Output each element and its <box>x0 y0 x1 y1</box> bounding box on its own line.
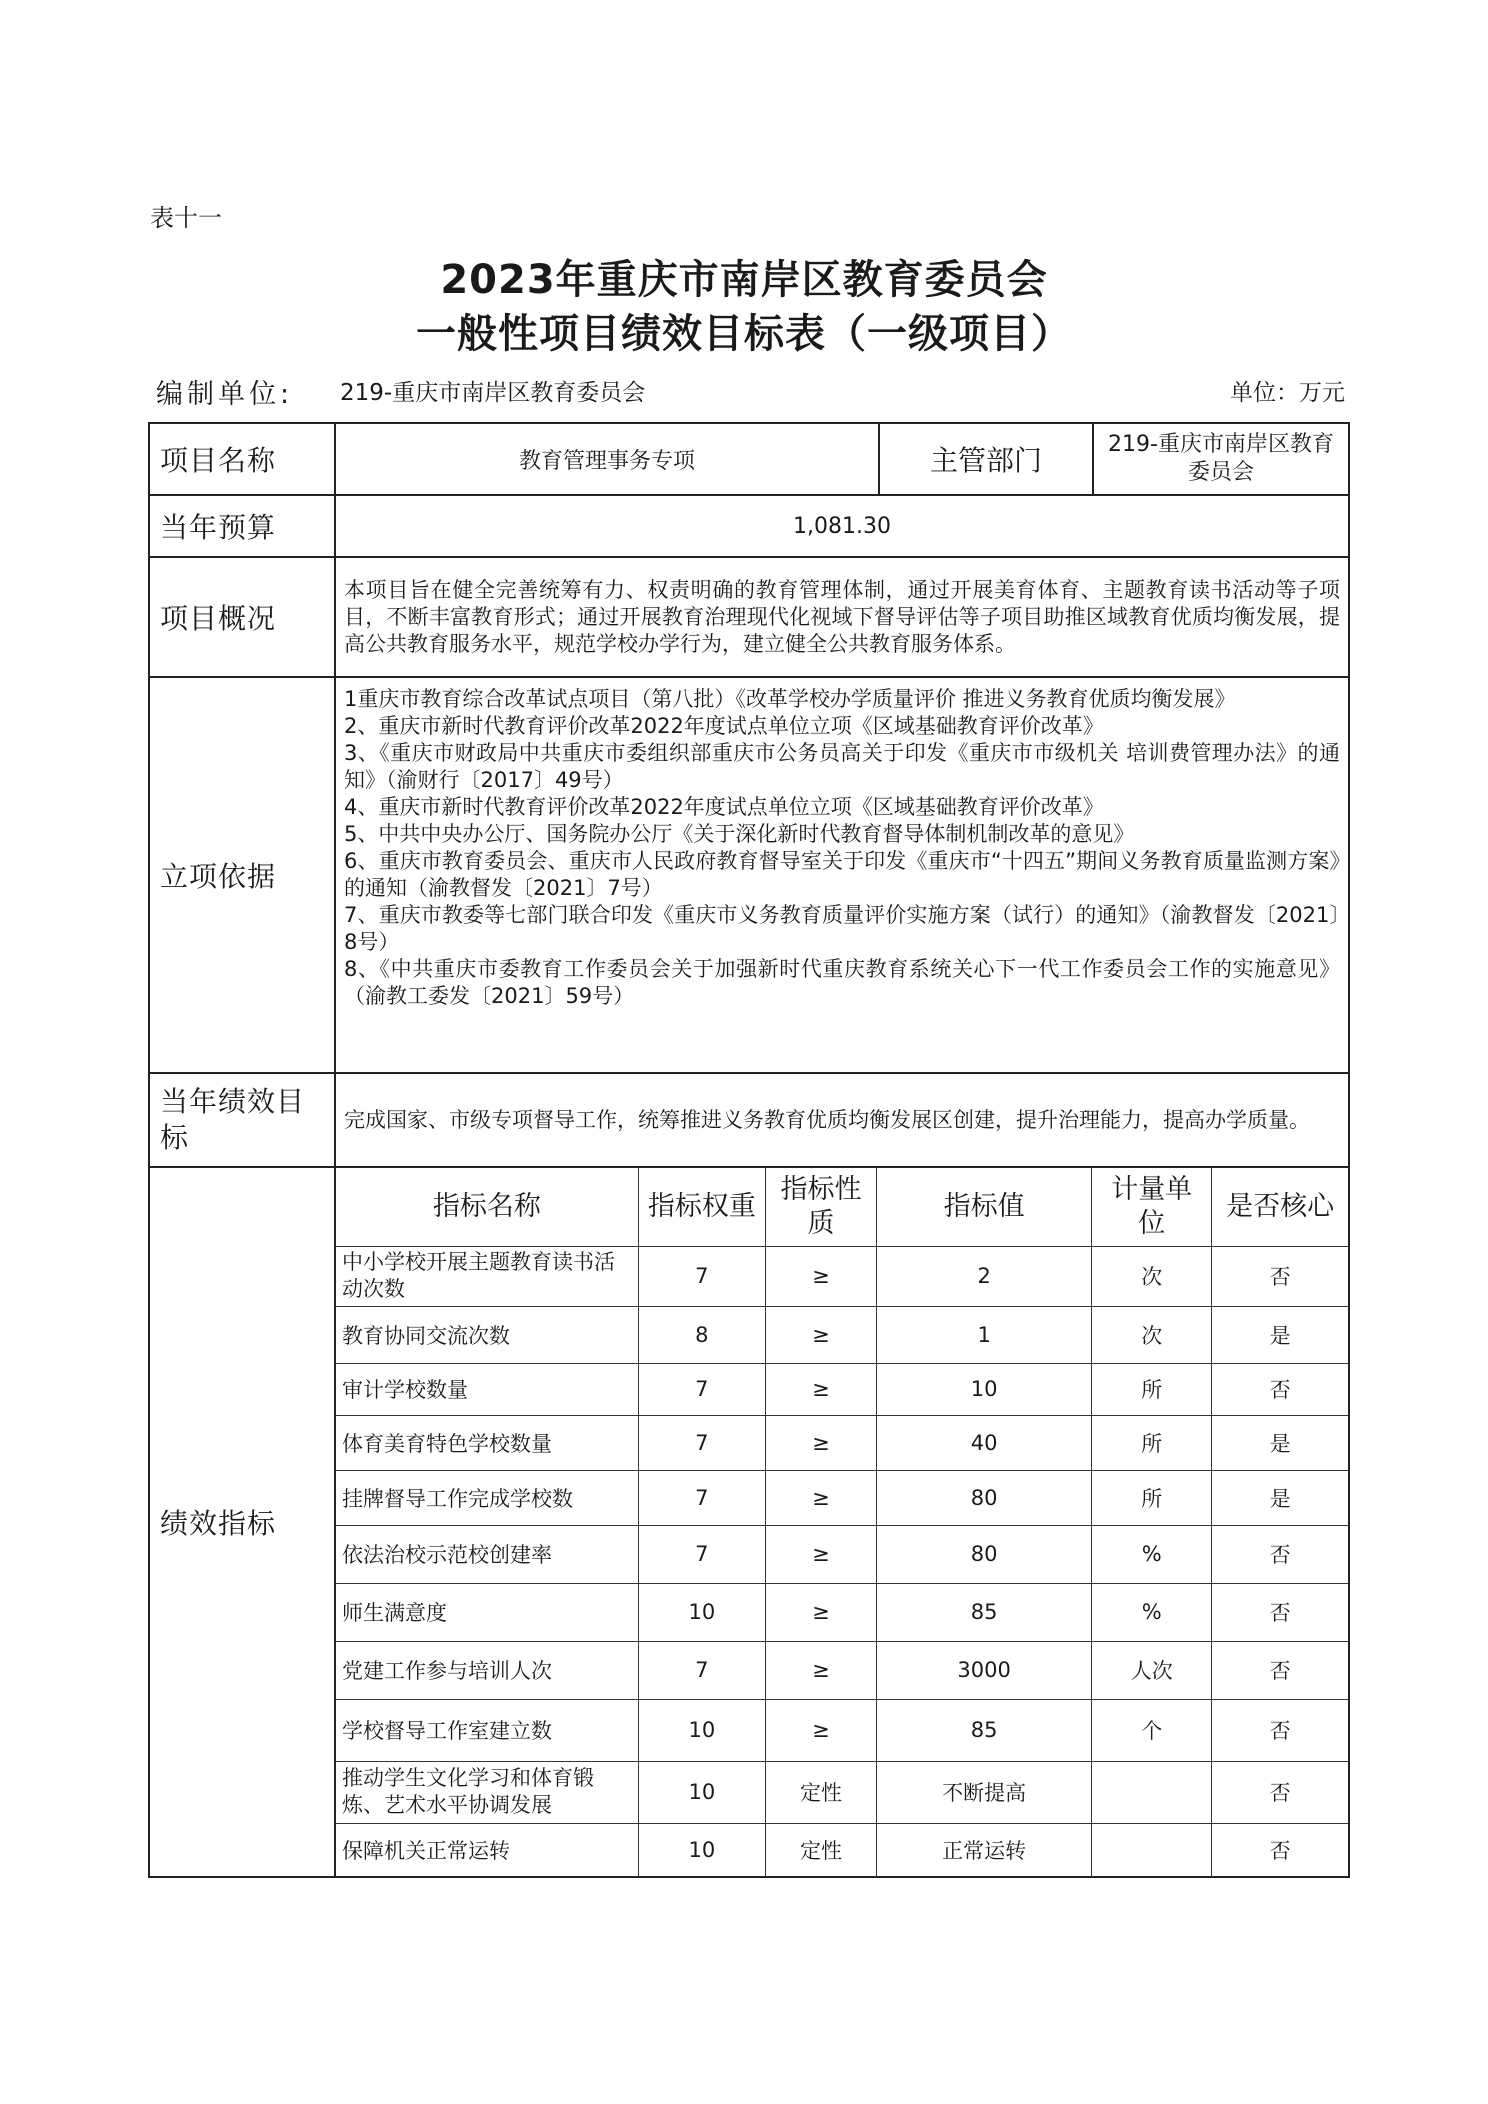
table-label: 表十一 <box>150 204 222 232</box>
goal-label: 当年绩效目标 <box>149 1073 335 1167</box>
indicator-weight: 10 <box>638 1823 765 1876</box>
indicator-weight: 7 <box>638 1641 765 1699</box>
table-row <box>336 1415 1348 1470</box>
dept-label: 主管部门 <box>879 423 1093 495</box>
indicator-nature: ≥ <box>765 1583 876 1641</box>
indicator-unit: 个 <box>1092 1699 1212 1761</box>
basis-item: 1重庆市教育综合改革试点项目（第八批）《改革学校办学质量评价 推进义务教育优质均衡发展》 <box>344 687 1236 711</box>
header-weight: 指标权重 <box>638 1168 765 1246</box>
indicator-value: 80 <box>877 1470 1092 1525</box>
indicator-name: 体育美育特色学校数量 <box>336 1415 638 1470</box>
indicator-unit: 人次 <box>1092 1641 1212 1699</box>
indicator-weight: 10 <box>638 1583 765 1641</box>
indicator-core: 否 <box>1212 1761 1348 1823</box>
indicator-value: 85 <box>877 1583 1092 1641</box>
indicator-weight: 10 <box>638 1699 765 1761</box>
indicator-value: 80 <box>877 1525 1092 1583</box>
indicator-core: 否 <box>1212 1525 1348 1583</box>
overview-label: 项目概况 <box>149 557 335 677</box>
indicator-core: 否 <box>1212 1363 1348 1415</box>
indicator-unit: % <box>1092 1525 1212 1583</box>
table-row <box>336 1246 1348 1306</box>
indicators-label: 绩效指标 <box>149 1167 335 1877</box>
indicators-row <box>149 1167 1349 1877</box>
basis-list <box>335 677 1349 1073</box>
table-row <box>336 1525 1348 1583</box>
indicator-value: 40 <box>877 1415 1092 1470</box>
table-row <box>336 1583 1348 1641</box>
indicator-value: 不断提高 <box>877 1761 1092 1823</box>
basis-item: 5、中共中央办公厅、国务院办公厅《关于深化新时代教育督导体制机制改革的意见》 <box>344 822 1135 846</box>
budget-row <box>149 495 1349 557</box>
indicator-value: 正常运转 <box>877 1823 1092 1876</box>
basis-item: 6、重庆市教育委员会、重庆市人民政府教育督导室关于印发《重庆市“十四五”期间义务教育质量监测方案》的通知（渝教督发〔2021〕7号） <box>344 849 1340 900</box>
org-value: 219-重庆市南岸区教育委员会 <box>340 380 646 406</box>
indicator-nature: ≥ <box>765 1246 876 1306</box>
unit-text: 单位：万元 <box>1230 380 1345 406</box>
indicator-weight: 7 <box>638 1363 765 1415</box>
page-title-line2: 一般性项目绩效目标表（一级项目） <box>416 311 1072 357</box>
table-row <box>336 1761 1348 1823</box>
header-core: 是否核心 <box>1212 1168 1348 1246</box>
indicator-nature: ≥ <box>765 1415 876 1470</box>
basis-label: 立项依据 <box>149 677 335 1073</box>
indicator-unit <box>1092 1823 1212 1876</box>
basis-item: 3、《重庆市财政局中共重庆市委组织部重庆市公务员高关于印发《重庆市市级机关 培训费管理办法》的通知》（渝财行〔2017〕49号） <box>344 741 1340 792</box>
table-row <box>336 1470 1348 1525</box>
indicator-core: 是 <box>1212 1470 1348 1525</box>
basis-item: 4、重庆市新时代教育评价改革2022年度试点单位立项《区域基础教育评价改革》 <box>344 795 1104 819</box>
page-title-line1: 2023年重庆市南岸区教育委员会 <box>440 257 1048 303</box>
header-unit: 计量单位 <box>1092 1168 1212 1246</box>
header-nature: 指标性质 <box>765 1168 876 1246</box>
indicator-weight: 8 <box>638 1306 765 1363</box>
indicator-core: 是 <box>1212 1306 1348 1363</box>
indicator-name: 推动学生文化学习和体育锻炼、艺术水平协调发展 <box>336 1761 638 1823</box>
indicator-unit: 所 <box>1092 1470 1212 1525</box>
project-name-label: 项目名称 <box>149 423 335 495</box>
indicator-core: 否 <box>1212 1823 1348 1876</box>
table-row <box>336 1306 1348 1363</box>
indicator-value: 10 <box>877 1363 1092 1415</box>
indicator-name: 审计学校数量 <box>336 1363 638 1415</box>
indicator-nature: ≥ <box>765 1699 876 1761</box>
indicator-nature: ≥ <box>765 1641 876 1699</box>
performance-table <box>148 422 1350 1878</box>
indicator-name: 学校督导工作室建立数 <box>336 1699 638 1761</box>
overview-row <box>149 557 1349 677</box>
dept-value: 219-重庆市南岸区教育委员会 <box>1093 423 1349 495</box>
indicator-nature: 定性 <box>765 1823 876 1876</box>
header-value: 指标值 <box>877 1168 1092 1246</box>
indicator-unit: 所 <box>1092 1363 1212 1415</box>
budget-value: 1,081.30 <box>335 495 1349 557</box>
indicator-weight: 7 <box>638 1246 765 1306</box>
table-row <box>336 1699 1348 1761</box>
indicators-header-row <box>336 1168 1348 1246</box>
indicator-weight: 10 <box>638 1761 765 1823</box>
indicator-name: 师生满意度 <box>336 1583 638 1641</box>
indicator-weight: 7 <box>638 1525 765 1583</box>
basis-item: 7、重庆市教委等七部门联合印发《重庆市义务教育质量评价实施方案（试行）的通知》（渝教督发〔2021〕8号） <box>344 903 1340 954</box>
table-row <box>336 1363 1348 1415</box>
indicators-table <box>336 1168 1348 1876</box>
indicator-unit: 所 <box>1092 1415 1212 1470</box>
overview-text: 本项目旨在健全完善统筹有力、权责明确的教育管理体制，通过开展美育体育、主题教育读书活动等子项目，不断丰富教育形式；通过开展教育治理现代化视域下督导评估等子项目助推区域教育优质均衡发展，提高公共教育服务水平，规范学校办学行为，建立健全公共教育服务体系。 <box>335 557 1349 677</box>
indicator-core: 否 <box>1212 1246 1348 1306</box>
indicator-nature: ≥ <box>765 1470 876 1525</box>
indicator-name: 挂牌督导工作完成学校数 <box>336 1470 638 1525</box>
goal-text: 完成国家、市级专项督导工作，统筹推进义务教育优质均衡发展区创建，提升治理能力，提高办学质量。 <box>335 1073 1349 1167</box>
indicator-nature: ≥ <box>765 1306 876 1363</box>
table-row <box>336 1823 1348 1876</box>
indicator-value: 1 <box>877 1306 1092 1363</box>
project-name-row <box>149 423 1349 495</box>
indicator-name: 保障机关正常运转 <box>336 1823 638 1876</box>
indicator-nature: ≥ <box>765 1525 876 1583</box>
indicator-weight: 7 <box>638 1470 765 1525</box>
indicator-value: 3000 <box>877 1641 1092 1699</box>
table-row <box>336 1641 1348 1699</box>
indicator-name: 教育协同交流次数 <box>336 1306 638 1363</box>
indicator-name: 党建工作参与培训人次 <box>336 1641 638 1699</box>
indicator-unit <box>1092 1761 1212 1823</box>
indicator-weight: 7 <box>638 1415 765 1470</box>
indicator-unit: 次 <box>1092 1306 1212 1363</box>
indicator-value: 85 <box>877 1699 1092 1761</box>
indicator-core: 是 <box>1212 1415 1348 1470</box>
indicator-unit: 次 <box>1092 1246 1212 1306</box>
budget-label: 当年预算 <box>149 495 335 557</box>
basis-row <box>149 677 1349 1073</box>
goal-row <box>149 1073 1349 1167</box>
indicator-unit: % <box>1092 1583 1212 1641</box>
indicator-name: 中小学校开展主题教育读书活动次数 <box>336 1246 638 1306</box>
indicator-core: 否 <box>1212 1641 1348 1699</box>
indicator-nature: ≥ <box>765 1363 876 1415</box>
indicator-name: 依法治校示范校创建率 <box>336 1525 638 1583</box>
indicator-core: 否 <box>1212 1583 1348 1641</box>
basis-item: 2、重庆市新时代教育评价改革2022年度试点单位立项《区域基础教育评价改革》 <box>344 714 1104 738</box>
org-label: 编制单位: <box>156 379 294 410</box>
indicator-core: 否 <box>1212 1699 1348 1761</box>
indicator-nature: 定性 <box>765 1761 876 1823</box>
basis-item: 8、《中共重庆市委教育工作委员会关于加强新时代重庆教育系统关心下一代工作委员会工作的实施意见》（渝教工委发〔2021〕59号） <box>344 957 1340 1008</box>
project-name-value: 教育管理事务专项 <box>335 423 879 495</box>
indicator-value: 2 <box>877 1246 1092 1306</box>
header-indicator-name: 指标名称 <box>336 1168 638 1246</box>
